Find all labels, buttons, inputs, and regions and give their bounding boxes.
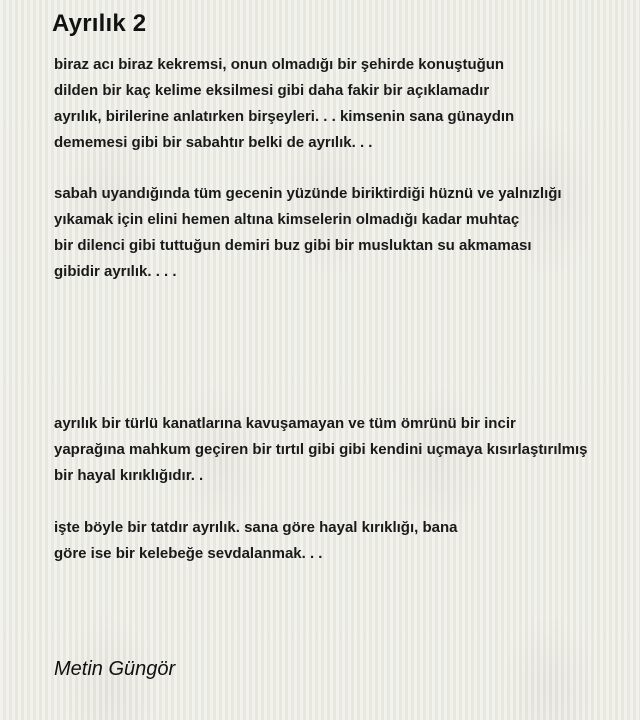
poem-line: dilden bir kaç kelime eksilmesi gibi daha fakir bir açıklamadır (54, 82, 490, 99)
poem-line: biraz acı biraz kekremsi, onun olmadığı bir şehirde konuştuğun (54, 56, 505, 73)
poem-line: bir hayal kırıklığıdır. . (54, 467, 204, 484)
poem-line: ayrılık bir türlü kanatlarına kavuşamayan ve tüm ömrünü bir incir (54, 415, 516, 432)
poem-line: göre ise bir kelebeğe sevdalanmak. . . (54, 545, 323, 562)
poem-line: bir dilenci gibi tuttuğun demiri buz gibi bir musluktan su akmaması (54, 237, 532, 254)
poem-line: dememesi gibi bir sabahtır belki de ayrılık. . . (54, 134, 373, 151)
poem-line: işte böyle bir tatdır ayrılık. sana göre hayal kırıklığı, bana (54, 519, 458, 536)
author-name: Metin Güngör (54, 658, 176, 680)
stanza-3 (54, 411, 588, 489)
poem-line: yaprağına mahkum geçiren bir tırtıl gibi gibi kendini uçmaya kısırlaştırılmış (54, 441, 588, 458)
poem-title: Ayrılık 2 (52, 10, 147, 37)
poem-line: ayrılık, birilerine anlatırken birşeyleri. . . kimsenin sana günaydın (54, 108, 515, 125)
poem-line: gibidir ayrılık. . . . (54, 263, 177, 280)
poem-line: yıkamak için elini hemen altına kimselerin olmadığı kadar muhtaç (54, 211, 520, 228)
stanza-2 (54, 181, 562, 285)
poem-line: sabah uyandığında tüm gecenin yüzünde biriktirdiği hüznü ve yalnızlığı (54, 185, 562, 202)
stanza-1 (54, 52, 514, 156)
stanza-4 (54, 515, 457, 567)
